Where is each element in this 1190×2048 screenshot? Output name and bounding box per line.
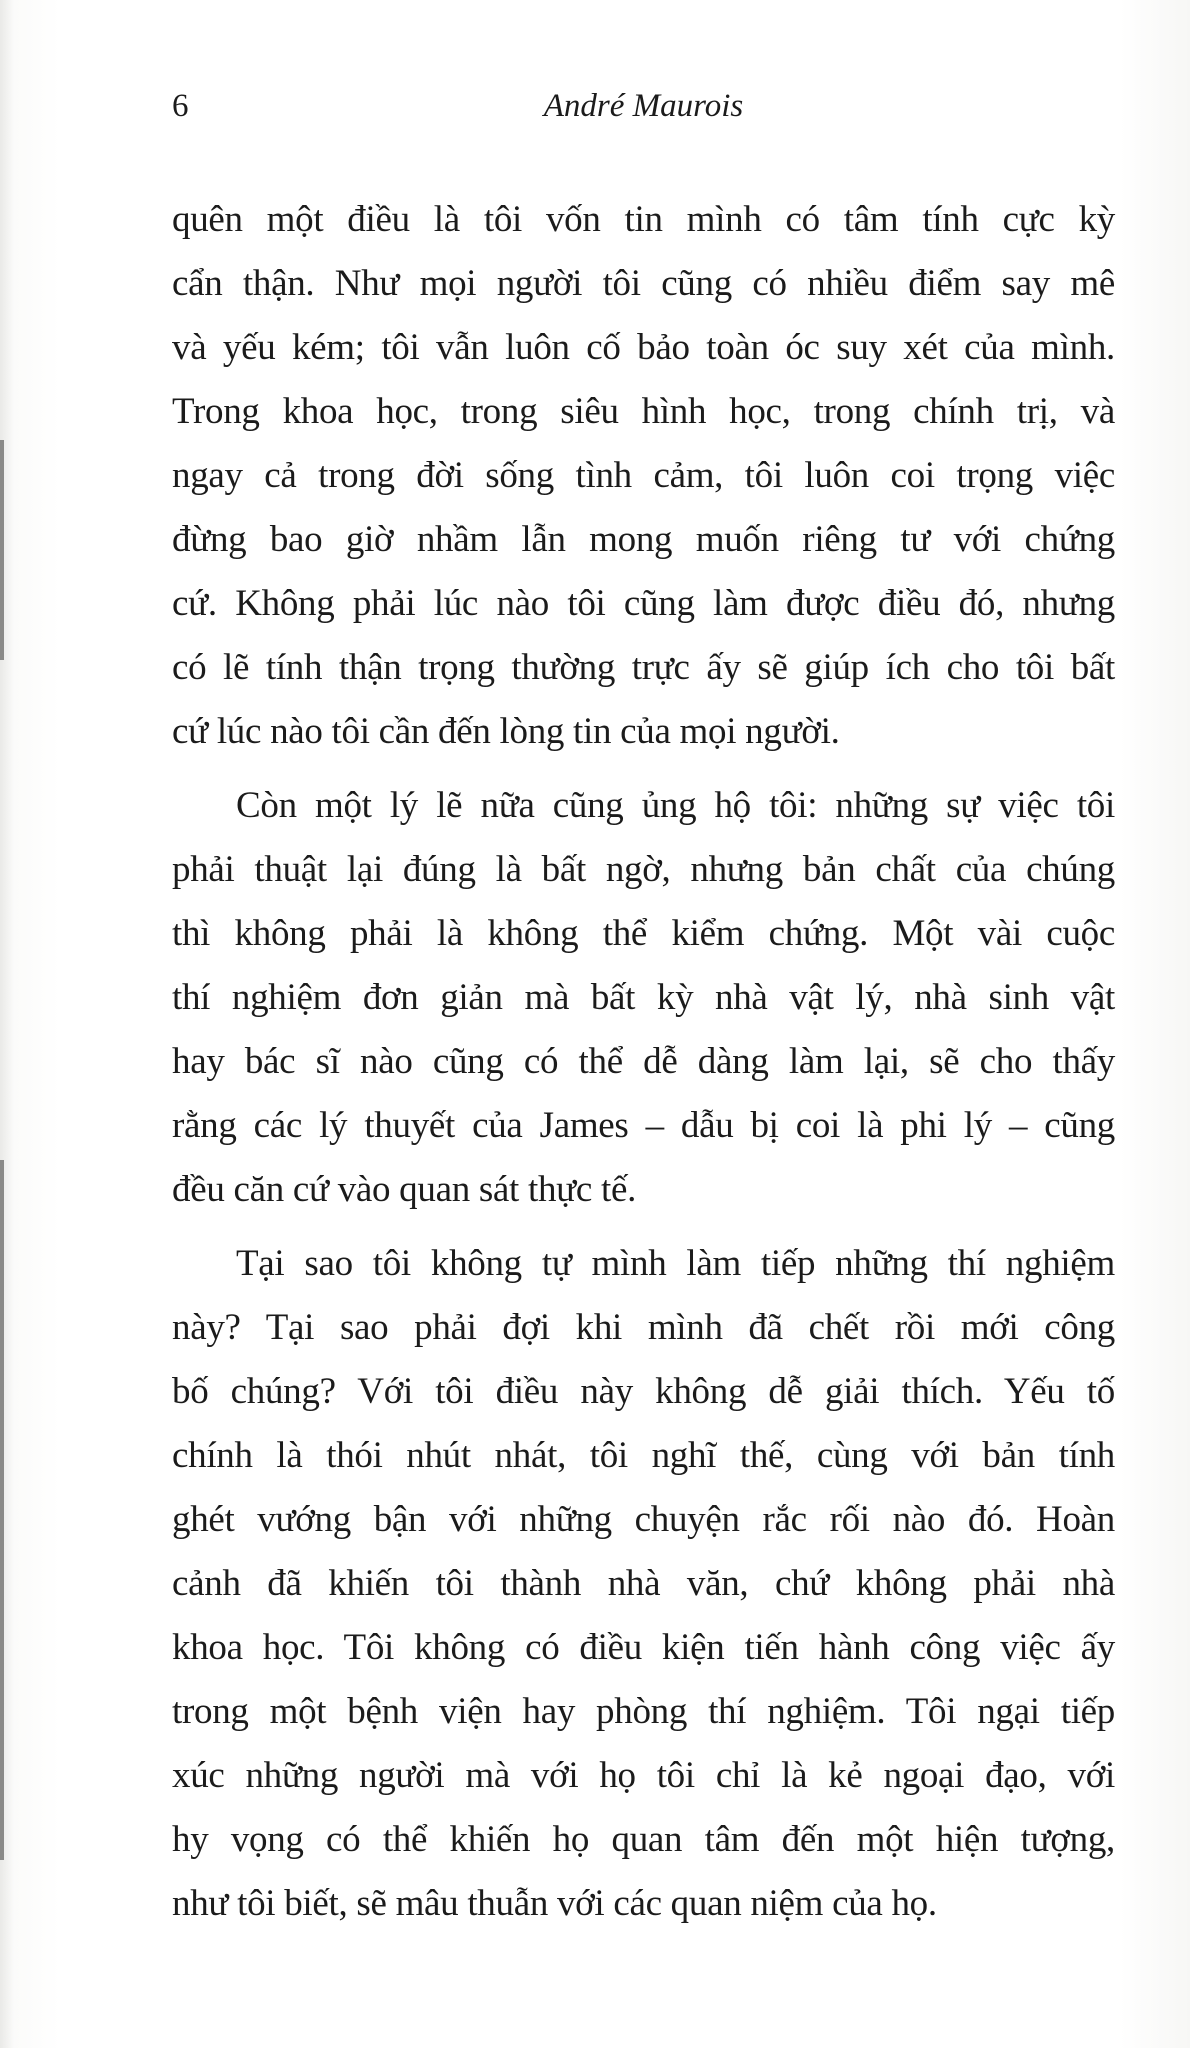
text-line: trong một bệnh viện hay phòng thí nghiệm. Tôi ngại tiếp	[172, 1691, 1115, 1732]
paragraph	[172, 774, 1115, 1222]
page-body	[172, 188, 1115, 1946]
text-line: Trong khoa học, trong siêu hình học, trong chính trị, và	[172, 391, 1115, 432]
text-line: Tại sao tôi không tự mình làm tiếp những thí nghiệm	[236, 1243, 1115, 1284]
text-line: rằng các lý thuyết của James – dẫu bị coi là phi lý – cũng	[172, 1105, 1115, 1146]
text-line: ghét vướng bận với những chuyện rắc rối nào đó. Hoàn	[172, 1499, 1115, 1540]
text-line: như tôi biết, sẽ mâu thuẫn với các quan niệm của họ.	[172, 1883, 937, 1924]
page-edge-shadow	[0, 1160, 4, 1860]
text-line: đừng bao giờ nhầm lẫn mong muốn riêng tư với chứng	[172, 519, 1115, 560]
text-line: này? Tại sao phải đợi khi mình đã chết rồi mới công	[172, 1307, 1115, 1348]
text-line: xúc những người mà với họ tôi chỉ là kẻ ngoại đạo, với	[172, 1755, 1115, 1796]
text-line: hay bác sĩ nào cũng có thể dễ dàng làm lại, sẽ cho thấy	[172, 1041, 1115, 1082]
text-line: cảnh đã khiến tôi thành nhà văn, chứ không phải nhà	[172, 1563, 1115, 1604]
text-line: ngay cả trong đời sống tình cảm, tôi luôn coi trọng việc	[172, 455, 1115, 496]
paragraph	[172, 188, 1115, 764]
text-line: khoa học. Tôi không có điều kiện tiến hành công việc ấy	[172, 1627, 1115, 1668]
text-line: và yếu kém; tôi vẫn luôn cố bảo toàn óc suy xét của mình.	[172, 327, 1115, 368]
text-line: đều căn cứ vào quan sát thực tế.	[172, 1169, 637, 1210]
text-line: cứ. Không phải lúc nào tôi cũng làm được điều đó, nhưng	[172, 583, 1115, 624]
text-line: cẩn thận. Như mọi người tôi cũng có nhiều điểm say mê	[172, 263, 1115, 304]
text-line: phải thuật lại đúng là bất ngờ, nhưng bản chất của chúng	[172, 849, 1115, 890]
page-number: 6	[172, 88, 189, 124]
paragraph	[172, 1232, 1115, 1936]
page-edge-shadow	[0, 440, 4, 660]
text-line: quên một điều là tôi vốn tin mình có tâm tính cực kỳ	[172, 199, 1115, 240]
text-line: hy vọng có thể khiến họ quan tâm đến một hiện tượng,	[172, 1819, 1115, 1860]
text-line: Còn một lý lẽ nữa cũng ủng hộ tôi: những sự việc tôi	[236, 785, 1115, 826]
text-line: cứ lúc nào tôi cần đến lòng tin của mọi người.	[172, 711, 840, 752]
text-line: thí nghiệm đơn giản mà bất kỳ nhà vật lý, nhà sinh vật	[172, 977, 1115, 1018]
page-header	[172, 88, 1115, 132]
text-line: chính là thói nhút nhát, tôi nghĩ thế, cùng với bản tính	[172, 1435, 1115, 1476]
text-line: thì không phải là không thể kiểm chứng. Một vài cuộc	[172, 913, 1115, 954]
text-line: bố chúng? Với tôi điều này không dễ giải thích. Yếu tố	[172, 1371, 1115, 1412]
running-title: André Maurois	[543, 88, 744, 124]
text-line: có lẽ tính thận trọng thường trực ấy sẽ giúp ích cho tôi bất	[172, 647, 1115, 688]
